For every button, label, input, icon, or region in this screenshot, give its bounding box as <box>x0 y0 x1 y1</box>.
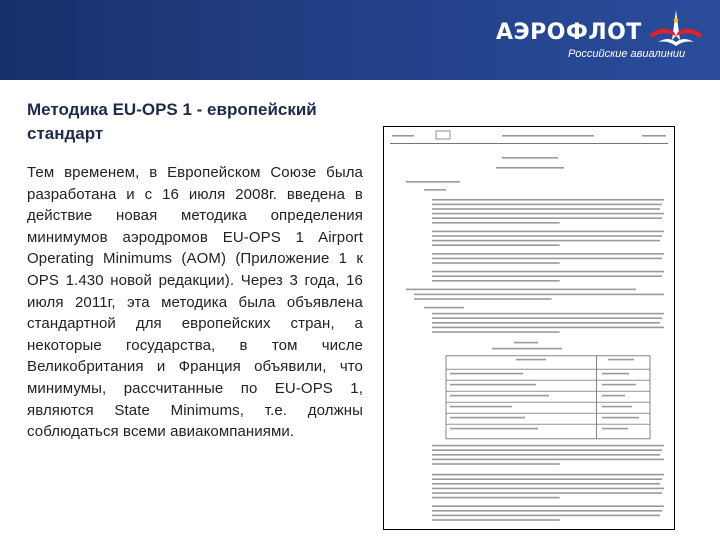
header-bar <box>0 0 720 80</box>
logo-tagline: Российские авиалинии <box>568 48 686 60</box>
body-paragraph: Тем временем, в Европейском Союзе была разработана и с 16 июля 2008г. введена в действие новая методика определения минимумов аэродромов EU-OPS 1 Airport Operating Minimums (AOM) (Приложение 1 к OPS 1.430 новой редакции). Через 3 года, 16 июля 2011г, эта методика была объявлена стандартной для европейских стран, а некоторые государства, в том числе Великобритания и Франция объявили, что минимумы, рассчитанные по EU-OPS 1, являются State Minimums, т.е. должны соблюдаться всеми авиакомпаниями. <box>27 164 363 441</box>
aeroflot-logo <box>496 6 706 72</box>
aeroflot-wing-emblem-icon <box>646 6 706 68</box>
logo-text: АЭРОФЛОТ <box>496 20 642 45</box>
document-scan-image <box>383 126 675 530</box>
slide-title: Методика EU-OPS 1 - европейский стандарт <box>27 100 317 143</box>
document-scan-icon <box>384 127 674 529</box>
